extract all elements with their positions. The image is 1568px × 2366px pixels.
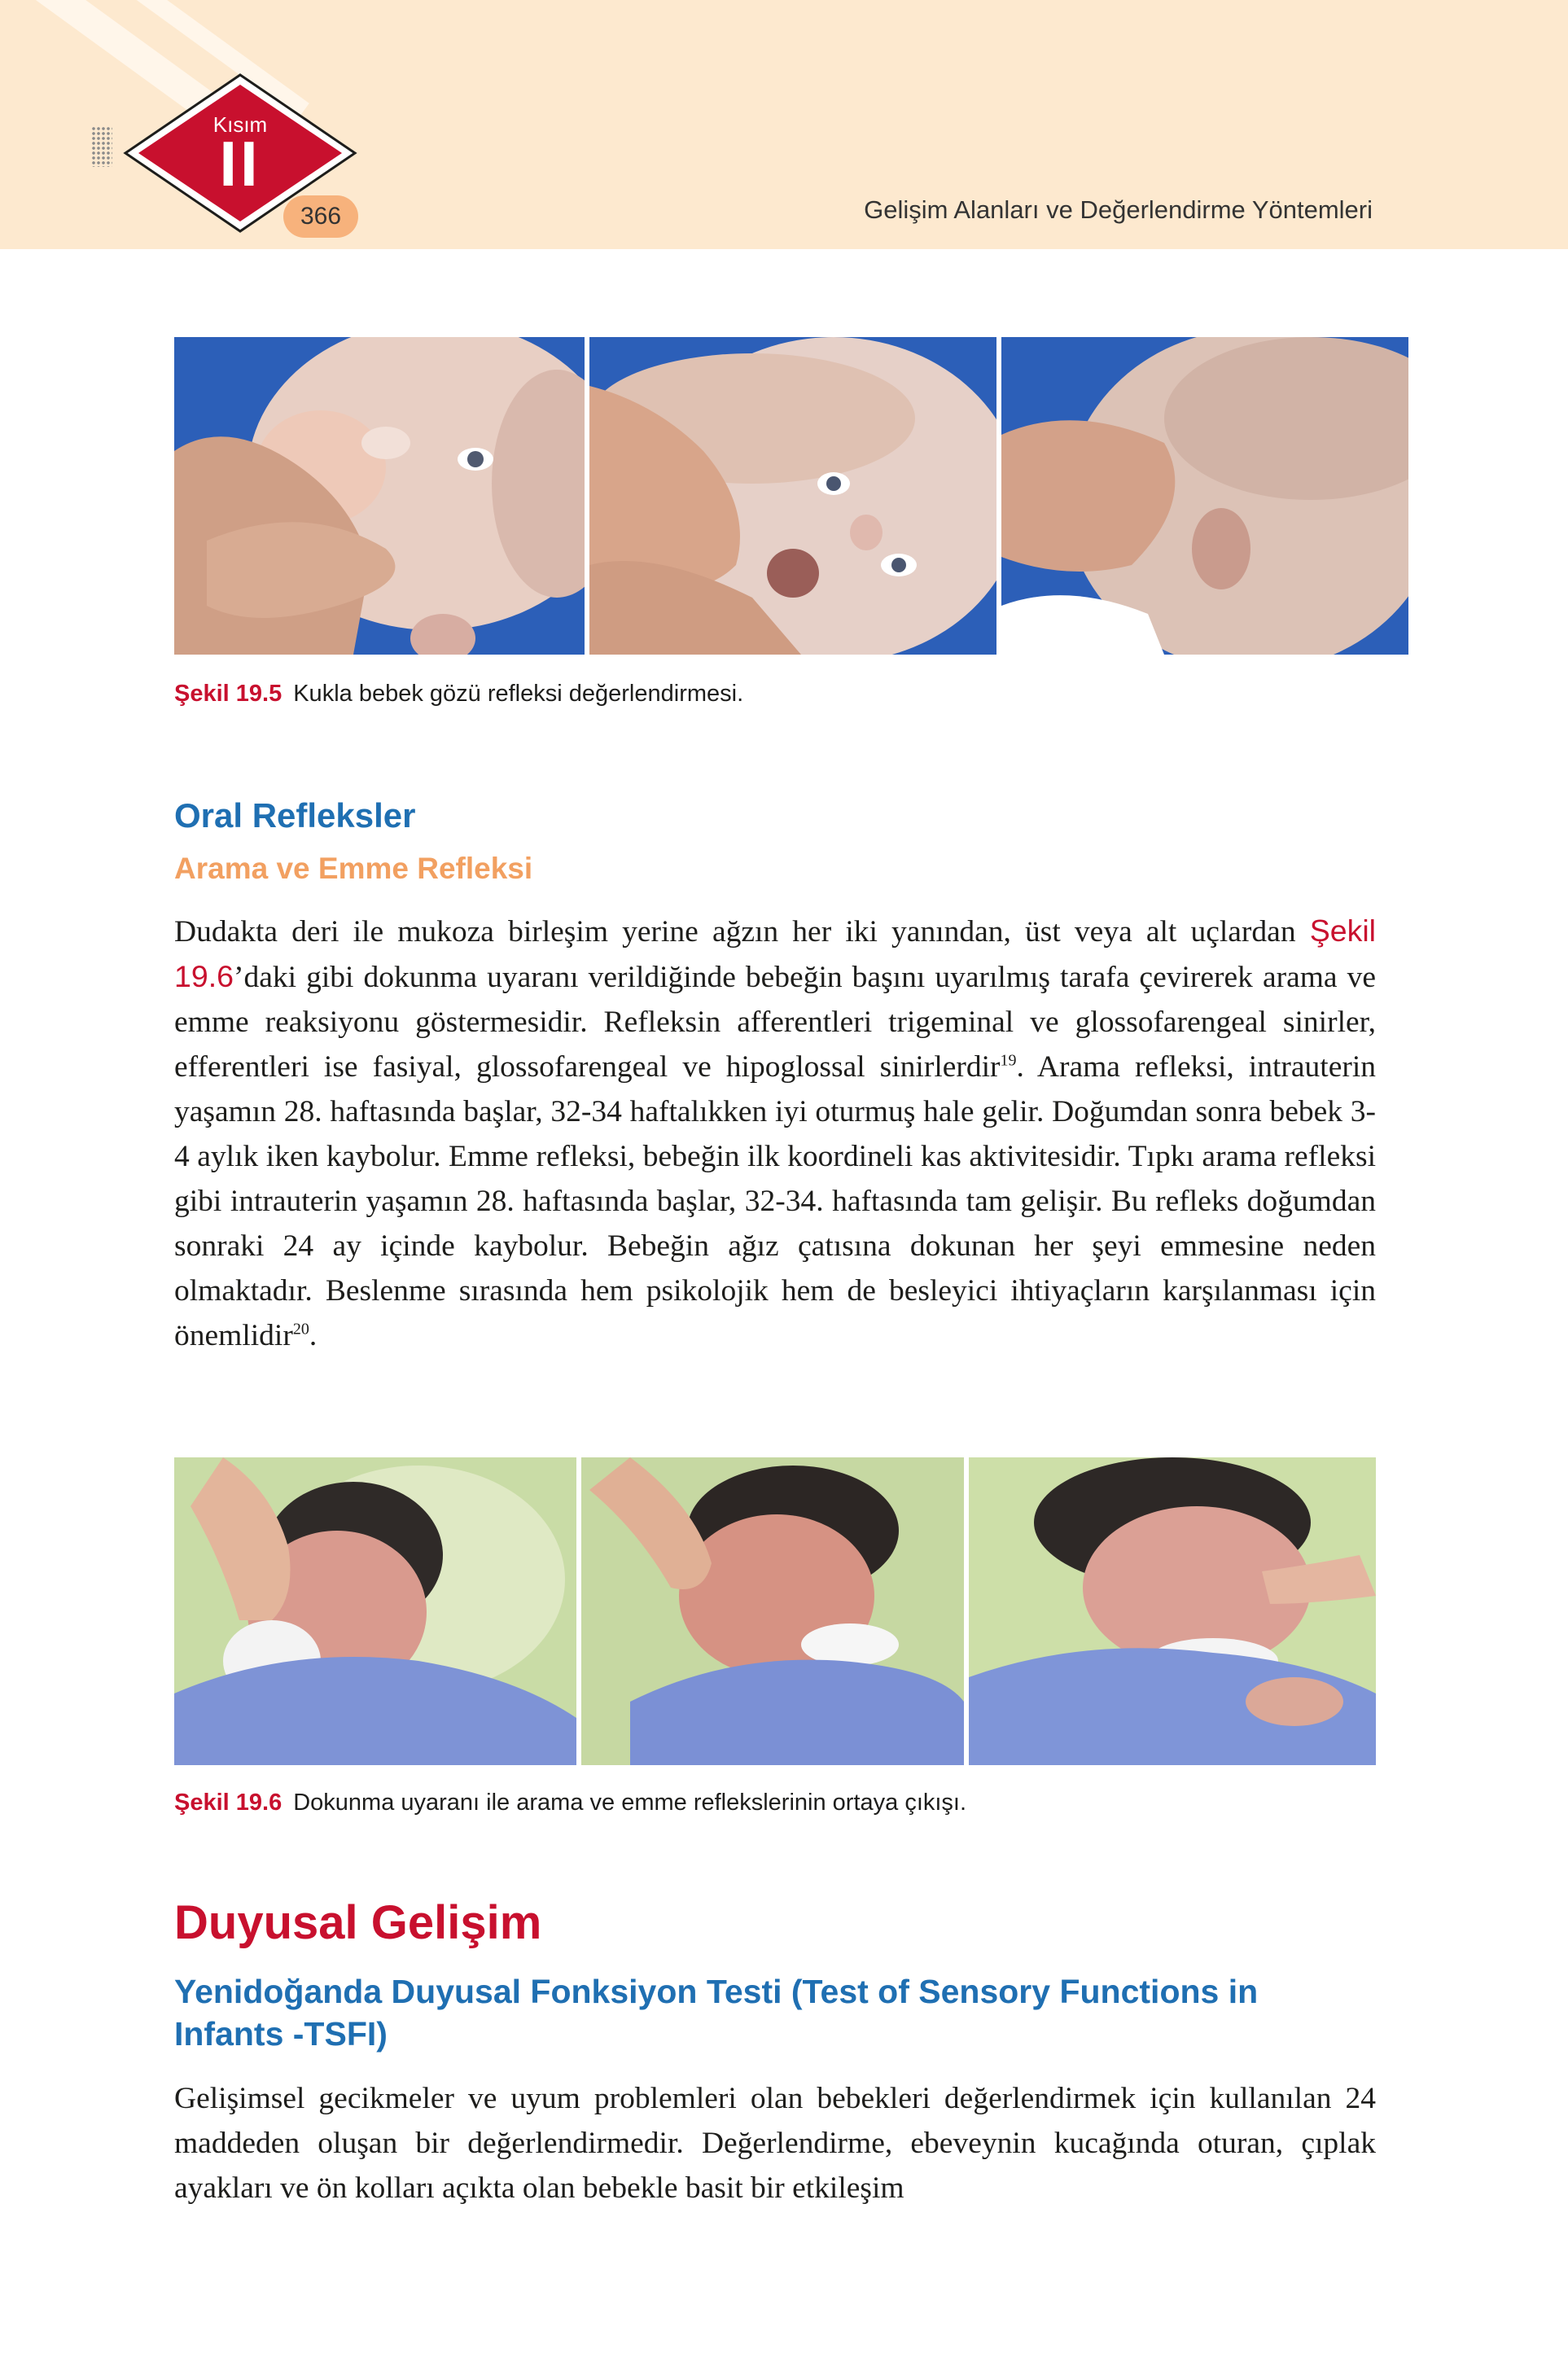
infant-head-turn-photo-1 <box>174 337 585 655</box>
citation-superscript: 19 <box>1000 1051 1017 1070</box>
paragraph-text: ’daki gibi dokunma uyaranı verildiğinde bebeğin başını uyarılmış tarafa çevirerek arama ve emme reaksiyonu göstermesidir. Refleksin afferentleri trigeminal ve glossofarengeal sinirler, efferentleri ise fasiyal, glossofarengeal ve hipoglossal sinirlerdir <box>174 961 1376 1084</box>
figure-19-5-caption <box>174 681 743 708</box>
citation-superscript: 20 <box>292 1320 309 1339</box>
caption-text: Kukla bebek gözü refleksi değerlendirmesi. <box>293 681 744 707</box>
dot-grid-decoration <box>91 126 112 167</box>
infant-head-turn-photo-3 <box>1001 337 1408 655</box>
part-label: Kısım <box>212 112 268 137</box>
running-head: Gelişim Alanları ve Değerlendirme Yöntemleri <box>864 195 1373 224</box>
figure-reference-link[interactable]: Şekil 19.6 <box>174 914 1376 993</box>
infant-sucking-photo-2 <box>581 1457 964 1765</box>
body-paragraph <box>174 2076 1376 2210</box>
part-number: II <box>219 128 261 199</box>
caption-text: Dokunma uyaranı ile arama ve emme reflekslerinin ortaya çıkışı. <box>293 1790 967 1816</box>
figure-19-6-photos <box>174 1457 1376 1765</box>
section-subheading: Yenidoğanda Duyusal Fonksiyon Testi (Test of Sensory Functions in Infants -TSFI) <box>174 1973 1259 2053</box>
infant-sucking-photo-1 <box>174 1457 576 1765</box>
figure-number: Şekil 19.6 <box>174 1790 283 1816</box>
section-heading: Oral Refleksler <box>174 796 416 835</box>
paragraph-text: Gelişimsel gecikmeler ve uyum problemleri olan bebekleri değerlendirmek için kullanılan 24 maddeden oluşan bir değerlendirmedir. Değerlendirme, ebeveynin kucağında oturan, çıplak ayakları ve ön kolları açıkta olan bebekle basit bir etkileşim <box>174 2082 1376 2205</box>
paragraph-text: . <box>309 1319 318 1352</box>
figure-19-6-caption <box>174 1790 966 1816</box>
paragraph-text: Dudakta deri ile mukoza birleşim yerine ağzın her iki yanından, üst veya alt uçlardan <box>174 915 1310 949</box>
figure-19-5-photos <box>174 337 1408 655</box>
page-number: 366 <box>283 195 358 238</box>
infant-sucking-photo-3 <box>969 1457 1376 1765</box>
paragraph-text: . Arama refleksi, intrauterin yaşamın 28. haftasında başlar, 32-34 haftalıkken iyi oturmuş hale gelir. Doğumdan sonra bebek 3-4 aylık iken kaybolur. Emme refleksi, bebeğin ilk koordineli kas aktivitesidir. Tıpkı arama refleksi gibi intrauterin yaşamın 28. haftasında başlar, 32-34. haftasında tam gelişir. Bu refleks doğumdan sonraki 24 ay içinde kaybolur. Bebeğin ağız çatısına dokunan her şeyi emmesine neden olmaktadır. Beslenme sırasında hem psikolojik hem de besleyici ihtiyaçların karşılanması için önemlidir <box>174 1050 1376 1352</box>
infant-head-turn-photo-2 <box>589 337 996 655</box>
body-paragraph <box>174 909 1376 1358</box>
figure-number: Şekil 19.5 <box>174 681 283 707</box>
section-subheading: Arama ve Emme Refleksi <box>174 852 533 885</box>
chapter-section-heading: Duyusal Gelişim <box>174 1896 542 1949</box>
